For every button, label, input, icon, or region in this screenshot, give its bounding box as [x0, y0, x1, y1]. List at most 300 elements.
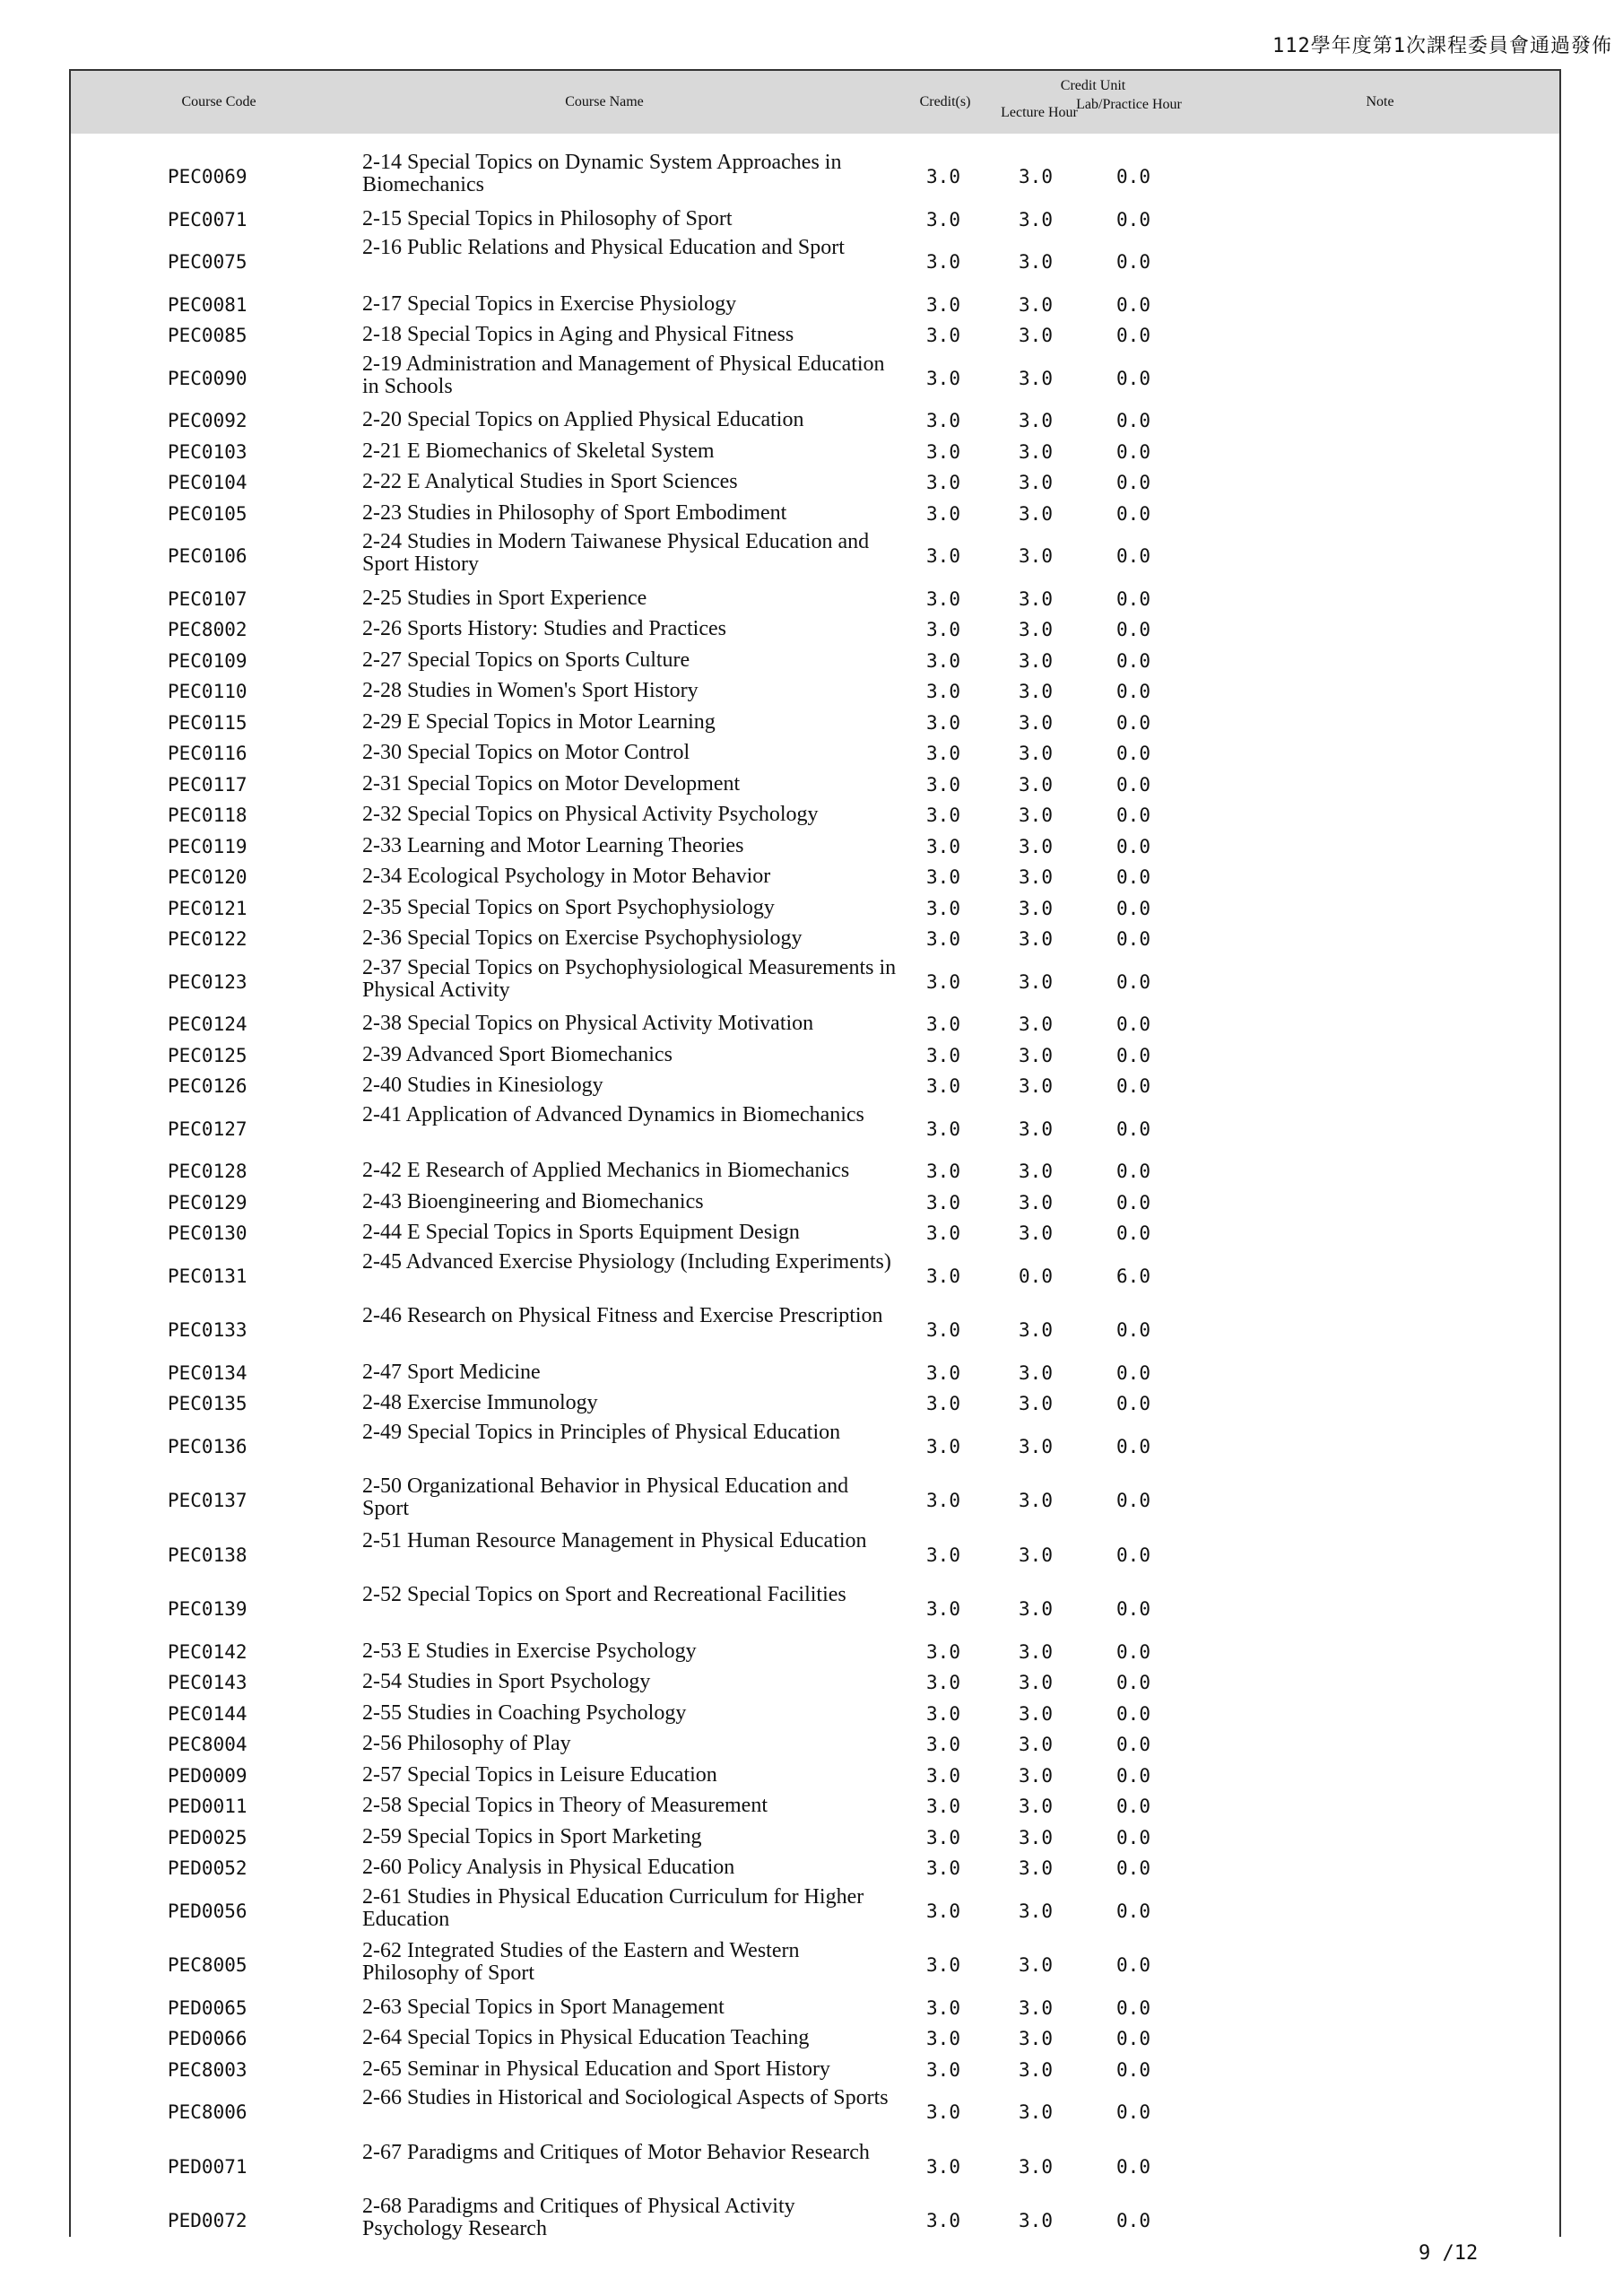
course-code-cell: PEC0139	[168, 1598, 247, 1621]
lab-practice-hour-cell: 0.0	[1116, 1702, 1150, 1725]
table-row	[71, 437, 1559, 468]
table-row	[71, 862, 1559, 893]
lab-practice-hour-cell: 0.0	[1116, 1672, 1150, 1694]
lecture-hour-cell: 3.0	[1019, 502, 1053, 525]
table-row	[71, 2023, 1559, 2055]
credits-cell: 3.0	[926, 1734, 960, 1756]
credits-cell: 3.0	[926, 1435, 960, 1457]
table-row	[71, 955, 1559, 1010]
course-name-cell: 2-49 Special Topics in Principles of Physical Education	[362, 1420, 841, 1444]
credits-cell: 3.0	[926, 1393, 960, 1415]
lecture-hour-cell: 3.0	[1019, 1222, 1053, 1245]
lecture-hour-cell: 3.0	[1019, 1672, 1053, 1694]
course-code-cell: PED0025	[168, 1826, 247, 1848]
credits-cell: 3.0	[926, 1672, 960, 1694]
course-name-cell: 2-43 Bioengineering and Biomechanics	[362, 1189, 704, 1213]
table-row	[71, 1729, 1559, 1761]
lecture-hour-cell: 3.0	[1019, 1857, 1053, 1880]
credits-cell: 3.0	[926, 251, 960, 274]
lab-practice-hour-cell: 0.0	[1116, 1044, 1150, 1066]
lecture-hour-cell: 3.0	[1019, 773, 1053, 796]
credits-cell: 3.0	[926, 711, 960, 734]
lecture-hour-cell: 3.0	[1019, 367, 1053, 389]
course-name-cell: 2-67 Paradigms and Critiques of Motor Behavior Research	[362, 2140, 870, 2164]
lab-practice-hour-cell: 0.0	[1116, 897, 1150, 919]
lecture-hour-cell: 3.0	[1019, 251, 1053, 274]
course-code-cell: PEC0135	[168, 1393, 247, 1415]
lecture-hour-cell: 3.0	[1019, 970, 1053, 993]
lecture-hour-cell: 3.0	[1019, 1702, 1053, 1725]
table-row	[71, 1582, 1559, 1637]
lab-practice-hour-cell: 0.0	[1116, 1490, 1150, 1512]
lab-practice-hour-cell: 0.0	[1116, 1075, 1150, 1098]
course-name-cell: 2-50 Organizational Behavior in Physical Education and Sport	[362, 1474, 849, 1520]
course-code-cell: PED0071	[168, 2155, 247, 2178]
lab-practice-hour-cell: 0.0	[1116, 1796, 1150, 1818]
course-code-cell: PEC0137	[168, 1490, 247, 1512]
credits-cell: 3.0	[926, 293, 960, 316]
table-row	[71, 1218, 1559, 1249]
course-code-cell: PED0072	[168, 2210, 247, 2232]
lab-practice-hour-cell: 0.0	[1116, 835, 1150, 857]
course-name-cell: 2-15 Special Topics in Philosophy of Sport	[362, 206, 733, 230]
course-name-cell: 2-65 Seminar in Physical Education and Sport History	[362, 2057, 830, 2081]
table-row	[71, 1388, 1559, 1420]
table-row	[71, 1249, 1559, 1304]
table-row	[71, 1853, 1559, 1884]
course-code-cell: PEC0105	[168, 502, 247, 525]
lab-practice-hour-cell: 0.0	[1116, 1544, 1150, 1566]
lecture-hour-cell: 3.0	[1019, 1044, 1053, 1066]
lab-practice-hour-cell: 0.0	[1116, 1764, 1150, 1787]
lecture-hour-cell: 3.0	[1019, 866, 1053, 889]
course-code-cell: PED0052	[168, 1857, 247, 1880]
lecture-hour-cell: 3.0	[1019, 1361, 1053, 1384]
course-name-cell: 2-45 Advanced Exercise Physiology (Including Experiments)	[362, 1249, 891, 1274]
lecture-hour-cell: 3.0	[1019, 1826, 1053, 1848]
credits-cell: 3.0	[926, 472, 960, 494]
course-code-cell: PEC0116	[168, 743, 247, 765]
credits-cell: 3.0	[926, 1013, 960, 1036]
course-code-cell: PEC0117	[168, 773, 247, 796]
lab-practice-hour-cell: 0.0	[1116, 619, 1150, 641]
credits-cell: 3.0	[926, 866, 960, 889]
credits-cell: 3.0	[926, 1954, 960, 1977]
lab-practice-hour-cell: 0.0	[1116, 1900, 1150, 1922]
table-row	[71, 676, 1559, 708]
course-code-cell: PEC0120	[168, 866, 247, 889]
course-name-cell: 2-57 Special Topics in Leisure Education	[362, 1762, 717, 1787]
header-note: Note	[1366, 94, 1394, 109]
table-row	[71, 1040, 1559, 1072]
course-code-cell: PEC0081	[168, 293, 247, 316]
table-row	[71, 1822, 1559, 1854]
lecture-hour-cell: 3.0	[1019, 2101, 1053, 2124]
credits-cell: 3.0	[926, 545, 960, 568]
course-name-cell: 2-22 E Analytical Studies in Sport Sciences	[362, 470, 738, 494]
course-name-cell: 2-44 E Special Topics in Sports Equipment Design	[362, 1221, 800, 1245]
lecture-hour-cell: 3.0	[1019, 1435, 1053, 1457]
credits-cell: 3.0	[926, 970, 960, 993]
course-code-cell: PEC0143	[168, 1672, 247, 1694]
credits-cell: 3.0	[926, 325, 960, 347]
credits-cell: 3.0	[926, 2101, 960, 2124]
lecture-hour-cell: 3.0	[1019, 208, 1053, 230]
course-name-cell: 2-47 Sport Medicine	[362, 1360, 541, 1384]
course-name-cell: 2-52 Special Topics on Sport and Recreational Facilities	[362, 1583, 846, 1606]
table-row	[71, 1358, 1559, 1389]
course-name-cell: 2-59 Special Topics in Sport Marketing	[362, 1824, 702, 1848]
credits-cell: 3.0	[926, 440, 960, 463]
course-code-cell: PEC0138	[168, 1544, 247, 1566]
course-code-cell: PED0009	[168, 1764, 247, 1787]
lab-practice-hour-cell: 0.0	[1116, 545, 1150, 568]
lecture-hour-cell: 3.0	[1019, 1319, 1053, 1342]
table-row	[71, 1474, 1559, 1528]
lecture-hour-cell: 0.0	[1019, 1265, 1053, 1287]
course-name-cell: 2-63 Special Topics in Sport Management	[362, 1995, 725, 2019]
lab-practice-hour-cell: 0.0	[1116, 1435, 1150, 1457]
table-row	[71, 646, 1559, 677]
table-row	[71, 290, 1559, 321]
table-row	[71, 1699, 1559, 1730]
table-row	[71, 924, 1559, 955]
course-name-cell: 2-25 Studies in Sport Experience	[362, 586, 647, 610]
lab-practice-hour-cell: 0.0	[1116, 1361, 1150, 1384]
table-row	[71, 1071, 1559, 1102]
lecture-hour-cell: 3.0	[1019, 1900, 1053, 1922]
credits-cell: 3.0	[926, 1764, 960, 1787]
lab-practice-hour-cell: 0.0	[1116, 1640, 1150, 1663]
table-row	[71, 2085, 1559, 2140]
table-row	[71, 708, 1559, 739]
lab-practice-hour-cell: 0.0	[1116, 325, 1150, 347]
header-course-name: Course Name	[565, 94, 644, 109]
lab-practice-hour-cell: 0.0	[1116, 970, 1150, 993]
course-code-cell: PED0011	[168, 1796, 247, 1818]
lecture-hour-cell: 3.0	[1019, 293, 1053, 316]
lab-practice-hour-cell: 0.0	[1116, 2210, 1150, 2232]
course-name-cell: 2-24 Studies in Modern Taiwanese Physical Education and Sport History	[362, 530, 870, 576]
course-code-cell: PEC0123	[168, 970, 247, 993]
course-code-cell: PEC0115	[168, 711, 247, 734]
lab-practice-hour-cell: 0.0	[1116, 251, 1150, 274]
credits-cell: 3.0	[926, 1222, 960, 1245]
lecture-hour-cell: 3.0	[1019, 1393, 1053, 1415]
table-row	[71, 235, 1559, 290]
course-name-cell: 2-29 E Special Topics in Motor Learning	[362, 709, 716, 734]
page-number: 9 /12	[1419, 2242, 1479, 2265]
lab-practice-hour-cell: 0.0	[1116, 711, 1150, 734]
table-row	[71, 1156, 1559, 1187]
credits-cell: 3.0	[926, 1161, 960, 1183]
course-code-cell: PED0065	[168, 1996, 247, 2019]
lab-practice-hour-cell: 0.0	[1116, 743, 1150, 765]
course-name-cell: 2-37 Special Topics on Psychophysiological Measurements in Physical Activity	[362, 955, 897, 1002]
credits-cell: 3.0	[926, 1361, 960, 1384]
table-row	[71, 1102, 1559, 1157]
lab-practice-hour-cell: 0.0	[1116, 1598, 1150, 1621]
table-row	[71, 584, 1559, 615]
lab-practice-hour-cell: 0.0	[1116, 649, 1150, 672]
lecture-hour-cell: 3.0	[1019, 440, 1053, 463]
lecture-hour-cell: 3.0	[1019, 1075, 1053, 1098]
lab-practice-hour-cell: 0.0	[1116, 2101, 1150, 2124]
lecture-hour-cell: 3.0	[1019, 2210, 1053, 2232]
course-name-cell: 2-16 Public Relations and Physical Education and Sport	[362, 236, 845, 259]
course-name-cell: 2-31 Special Topics on Motor Development	[362, 771, 741, 796]
committee-approval-note: 112學年度第1次課程委員會通過發佈	[1272, 35, 1612, 57]
course-name-cell: 2-38 Special Topics on Physical Activity Motivation	[362, 1012, 814, 1036]
course-code-cell: PEC8005	[168, 1954, 247, 1977]
lab-practice-hour-cell: 0.0	[1116, 1161, 1150, 1183]
credits-cell: 3.0	[926, 166, 960, 188]
lab-practice-hour-cell: 0.0	[1116, 1857, 1150, 1880]
credits-cell: 3.0	[926, 1826, 960, 1848]
lab-practice-hour-cell: 0.0	[1116, 587, 1150, 610]
course-name-cell: 2-28 Studies in Women's Sport History	[362, 679, 699, 703]
course-name-cell: 2-53 E Studies in Exercise Psychology	[362, 1639, 697, 1663]
course-name-cell: 2-26 Sports History: Studies and Practices	[362, 617, 726, 641]
course-name-cell: 2-62 Integrated Studies of the Eastern and Western Philosophy of Sport	[362, 1939, 800, 1985]
lab-practice-hour-cell: 0.0	[1116, 410, 1150, 432]
table-row	[71, 1938, 1559, 1993]
course-code-cell: PEC0144	[168, 1702, 247, 1725]
credits-cell: 3.0	[926, 1598, 960, 1621]
credits-cell: 3.0	[926, 619, 960, 641]
lecture-hour-cell: 3.0	[1019, 804, 1053, 827]
course-code-cell: PEC0134	[168, 1361, 247, 1384]
course-name-cell: 2-18 Special Topics in Aging and Physical Fitness	[362, 323, 794, 347]
lab-practice-hour-cell: 0.0	[1116, 2155, 1150, 2178]
lecture-hour-cell: 3.0	[1019, 1191, 1053, 1213]
course-code-cell: PEC0119	[168, 835, 247, 857]
table-row	[71, 150, 1559, 204]
course-code-cell: PEC0109	[168, 649, 247, 672]
course-code-cell: PEC0103	[168, 440, 247, 463]
lecture-hour-cell: 3.0	[1019, 1161, 1053, 1183]
lab-practice-hour-cell: 0.0	[1116, 293, 1150, 316]
course-name-cell: 2-68 Paradigms and Critiques of Physical Activity Psychology Research	[362, 2195, 795, 2240]
lab-practice-hour-cell: 0.0	[1116, 1393, 1150, 1415]
course-name-cell: 2-56 Philosophy of Play	[362, 1732, 571, 1756]
table-row	[71, 467, 1559, 499]
lab-practice-hour-cell: 0.0	[1116, 1734, 1150, 1756]
credits-cell: 3.0	[926, 2028, 960, 2050]
course-name-cell: 2-60 Policy Analysis in Physical Education	[362, 1856, 735, 1880]
credits-cell: 3.0	[926, 1640, 960, 1663]
table-row	[71, 405, 1559, 437]
course-code-cell: PEC0127	[168, 1118, 247, 1140]
credits-cell: 3.0	[926, 743, 960, 765]
table-header	[71, 71, 1559, 134]
table-row	[71, 738, 1559, 770]
table-row	[71, 1884, 1559, 1939]
table-row	[71, 1187, 1559, 1219]
table-row	[71, 320, 1559, 352]
header-credits: Credit(s)	[919, 94, 971, 109]
table-row	[71, 1420, 1559, 1474]
course-code-cell: PEC0085	[168, 325, 247, 347]
lab-practice-hour-cell: 0.0	[1116, 866, 1150, 889]
lecture-hour-cell: 3.0	[1019, 1996, 1053, 2019]
lab-practice-hour-cell: 0.0	[1116, 1954, 1150, 1977]
lab-practice-hour-cell: 6.0	[1116, 1265, 1150, 1287]
course-code-cell: PED0066	[168, 2028, 247, 2050]
credits-cell: 3.0	[926, 1044, 960, 1066]
table-row	[71, 1637, 1559, 1668]
course-code-cell: PEC0110	[168, 681, 247, 703]
course-name-cell: 2-34 Ecological Psychology in Motor Behavior	[362, 865, 771, 889]
lab-practice-hour-cell: 0.0	[1116, 2058, 1150, 2081]
course-name-cell: 2-61 Studies in Physical Education Curriculum for Higher Education	[362, 1884, 864, 1931]
lab-practice-hour-cell: 0.0	[1116, 2028, 1150, 2050]
table-row	[71, 204, 1559, 236]
lecture-hour-cell: 3.0	[1019, 1118, 1053, 1140]
course-code-cell: PEC0131	[168, 1265, 247, 1287]
course-name-cell: 2-20 Special Topics on Applied Physical Education	[362, 408, 804, 432]
table-row	[71, 1009, 1559, 1040]
course-name-cell: 2-42 E Research of Applied Mechanics in Biomechanics	[362, 1159, 850, 1183]
lab-practice-hour-cell: 0.0	[1116, 440, 1150, 463]
credits-cell: 3.0	[926, 835, 960, 857]
course-code-cell: PEC8006	[168, 2101, 247, 2124]
lab-practice-hour-cell: 0.0	[1116, 472, 1150, 494]
lab-practice-hour-cell: 0.0	[1116, 367, 1150, 389]
table-row	[71, 352, 1559, 406]
course-code-cell: PEC8003	[168, 2058, 247, 2081]
course-code-cell: PEC0106	[168, 545, 247, 568]
table-row	[71, 614, 1559, 646]
course-code-cell: PEC0128	[168, 1161, 247, 1183]
course-name-cell: 2-14 Special Topics on Dynamic System Approaches in Biomechanics	[362, 151, 842, 196]
table-row	[71, 1761, 1559, 1792]
lecture-hour-cell: 3.0	[1019, 649, 1053, 672]
lecture-hour-cell: 3.0	[1019, 1640, 1053, 1663]
course-code-cell: PEC0124	[168, 1013, 247, 1036]
lab-practice-hour-cell: 0.0	[1116, 1191, 1150, 1213]
header-lab-practice-hour: Lab/Practice Hour	[1076, 97, 1182, 112]
table-row	[71, 1667, 1559, 1699]
course-code-cell: PEC0090	[168, 367, 247, 389]
credits-cell: 3.0	[926, 502, 960, 525]
course-name-cell: 2-40 Studies in Kinesiology	[362, 1074, 603, 1098]
course-name-cell: 2-30 Special Topics on Motor Control	[362, 741, 690, 765]
course-name-cell: 2-54 Studies in Sport Psychology	[362, 1670, 651, 1694]
table-row	[71, 2055, 1559, 2086]
credits-cell: 3.0	[926, 897, 960, 919]
course-code-cell: PEC0129	[168, 1191, 247, 1213]
credits-cell: 3.0	[926, 2058, 960, 2081]
credits-cell: 3.0	[926, 208, 960, 230]
course-name-cell: 2-32 Special Topics on Physical Activity Psychology	[362, 803, 819, 827]
lab-practice-hour-cell: 0.0	[1116, 1222, 1150, 1245]
lecture-hour-cell: 3.0	[1019, 545, 1053, 568]
lecture-hour-cell: 3.0	[1019, 166, 1053, 188]
lecture-hour-cell: 3.0	[1019, 2028, 1053, 2050]
credits-cell: 3.0	[926, 1857, 960, 1880]
course-name-cell: 2-48 Exercise Immunology	[362, 1391, 598, 1415]
credits-cell: 3.0	[926, 1319, 960, 1342]
table-row	[71, 2194, 1559, 2248]
lecture-hour-cell: 3.0	[1019, 1490, 1053, 1512]
credits-cell: 3.0	[926, 773, 960, 796]
table-row	[71, 893, 1559, 925]
lecture-hour-cell: 3.0	[1019, 743, 1053, 765]
credits-cell: 3.0	[926, 367, 960, 389]
course-table	[69, 69, 1561, 2240]
lecture-hour-cell: 3.0	[1019, 619, 1053, 641]
course-code-cell: PEC0126	[168, 1075, 247, 1098]
table-row	[71, 1791, 1559, 1822]
course-code-cell: PEC0136	[168, 1435, 247, 1457]
credits-cell: 3.0	[926, 1544, 960, 1566]
credits-cell: 3.0	[926, 2155, 960, 2178]
lecture-hour-cell: 3.0	[1019, 1796, 1053, 1818]
course-name-cell: 2-35 Special Topics on Sport Psychophysiology	[362, 895, 775, 919]
lecture-hour-cell: 3.0	[1019, 928, 1053, 951]
lecture-hour-cell: 3.0	[1019, 1954, 1053, 1977]
table-row	[71, 831, 1559, 863]
course-name-cell: 2-36 Special Topics on Exercise Psychophysiology	[362, 926, 803, 951]
course-name-cell: 2-46 Research on Physical Fitness and Exercise Prescription	[362, 1304, 883, 1327]
lecture-hour-cell: 3.0	[1019, 2058, 1053, 2081]
course-code-cell: PEC0107	[168, 587, 247, 610]
lab-practice-hour-cell: 0.0	[1116, 1826, 1150, 1848]
course-code-cell: PEC0130	[168, 1222, 247, 1245]
lecture-hour-cell: 3.0	[1019, 681, 1053, 703]
credits-cell: 3.0	[926, 1702, 960, 1725]
course-code-cell: PEC0121	[168, 897, 247, 919]
course-name-cell: 2-66 Studies in Historical and Sociological Aspects of Sports	[362, 2086, 889, 2109]
course-name-cell: 2-33 Learning and Motor Learning Theories	[362, 833, 744, 857]
course-name-cell: 2-58 Special Topics in Theory of Measurement	[362, 1794, 768, 1818]
table-row	[71, 499, 1559, 530]
course-code-cell: PED0056	[168, 1900, 247, 1922]
credits-cell: 3.0	[926, 1996, 960, 2019]
course-name-cell: 2-23 Studies in Philosophy of Sport Embodiment	[362, 500, 787, 525]
credits-cell: 3.0	[926, 804, 960, 827]
table-row	[71, 1303, 1559, 1358]
lecture-hour-cell: 3.0	[1019, 410, 1053, 432]
lecture-hour-cell: 3.0	[1019, 1013, 1053, 1036]
lecture-hour-cell: 3.0	[1019, 1544, 1053, 1566]
lecture-hour-cell: 3.0	[1019, 1734, 1053, 1756]
table-row	[71, 1528, 1559, 1583]
course-name-cell: 2-55 Studies in Coaching Psychology	[362, 1700, 687, 1725]
lab-practice-hour-cell: 0.0	[1116, 166, 1150, 188]
header-lecture-hour: Lecture Hour	[1001, 105, 1078, 120]
course-name-cell: 2-51 Human Resource Management in Physical Education	[362, 1528, 867, 1552]
credits-cell: 3.0	[926, 681, 960, 703]
lab-practice-hour-cell: 0.0	[1116, 1319, 1150, 1342]
course-name-cell: 2-64 Special Topics in Physical Education Teaching	[362, 2026, 810, 2050]
course-name-cell: 2-21 E Biomechanics of Skeletal System	[362, 439, 715, 463]
course-code-cell: PEC0069	[168, 166, 247, 188]
lab-practice-hour-cell: 0.0	[1116, 502, 1150, 525]
lecture-hour-cell: 3.0	[1019, 835, 1053, 857]
credits-cell: 3.0	[926, 1265, 960, 1287]
course-code-cell: PEC0104	[168, 472, 247, 494]
lab-practice-hour-cell: 0.0	[1116, 928, 1150, 951]
lecture-hour-cell: 3.0	[1019, 472, 1053, 494]
header-course-code: Course Code	[181, 94, 256, 109]
course-code-cell: PEC8002	[168, 619, 247, 641]
credits-cell: 3.0	[926, 649, 960, 672]
lab-practice-hour-cell: 0.0	[1116, 681, 1150, 703]
table-row	[71, 529, 1559, 584]
lecture-hour-cell: 3.0	[1019, 587, 1053, 610]
